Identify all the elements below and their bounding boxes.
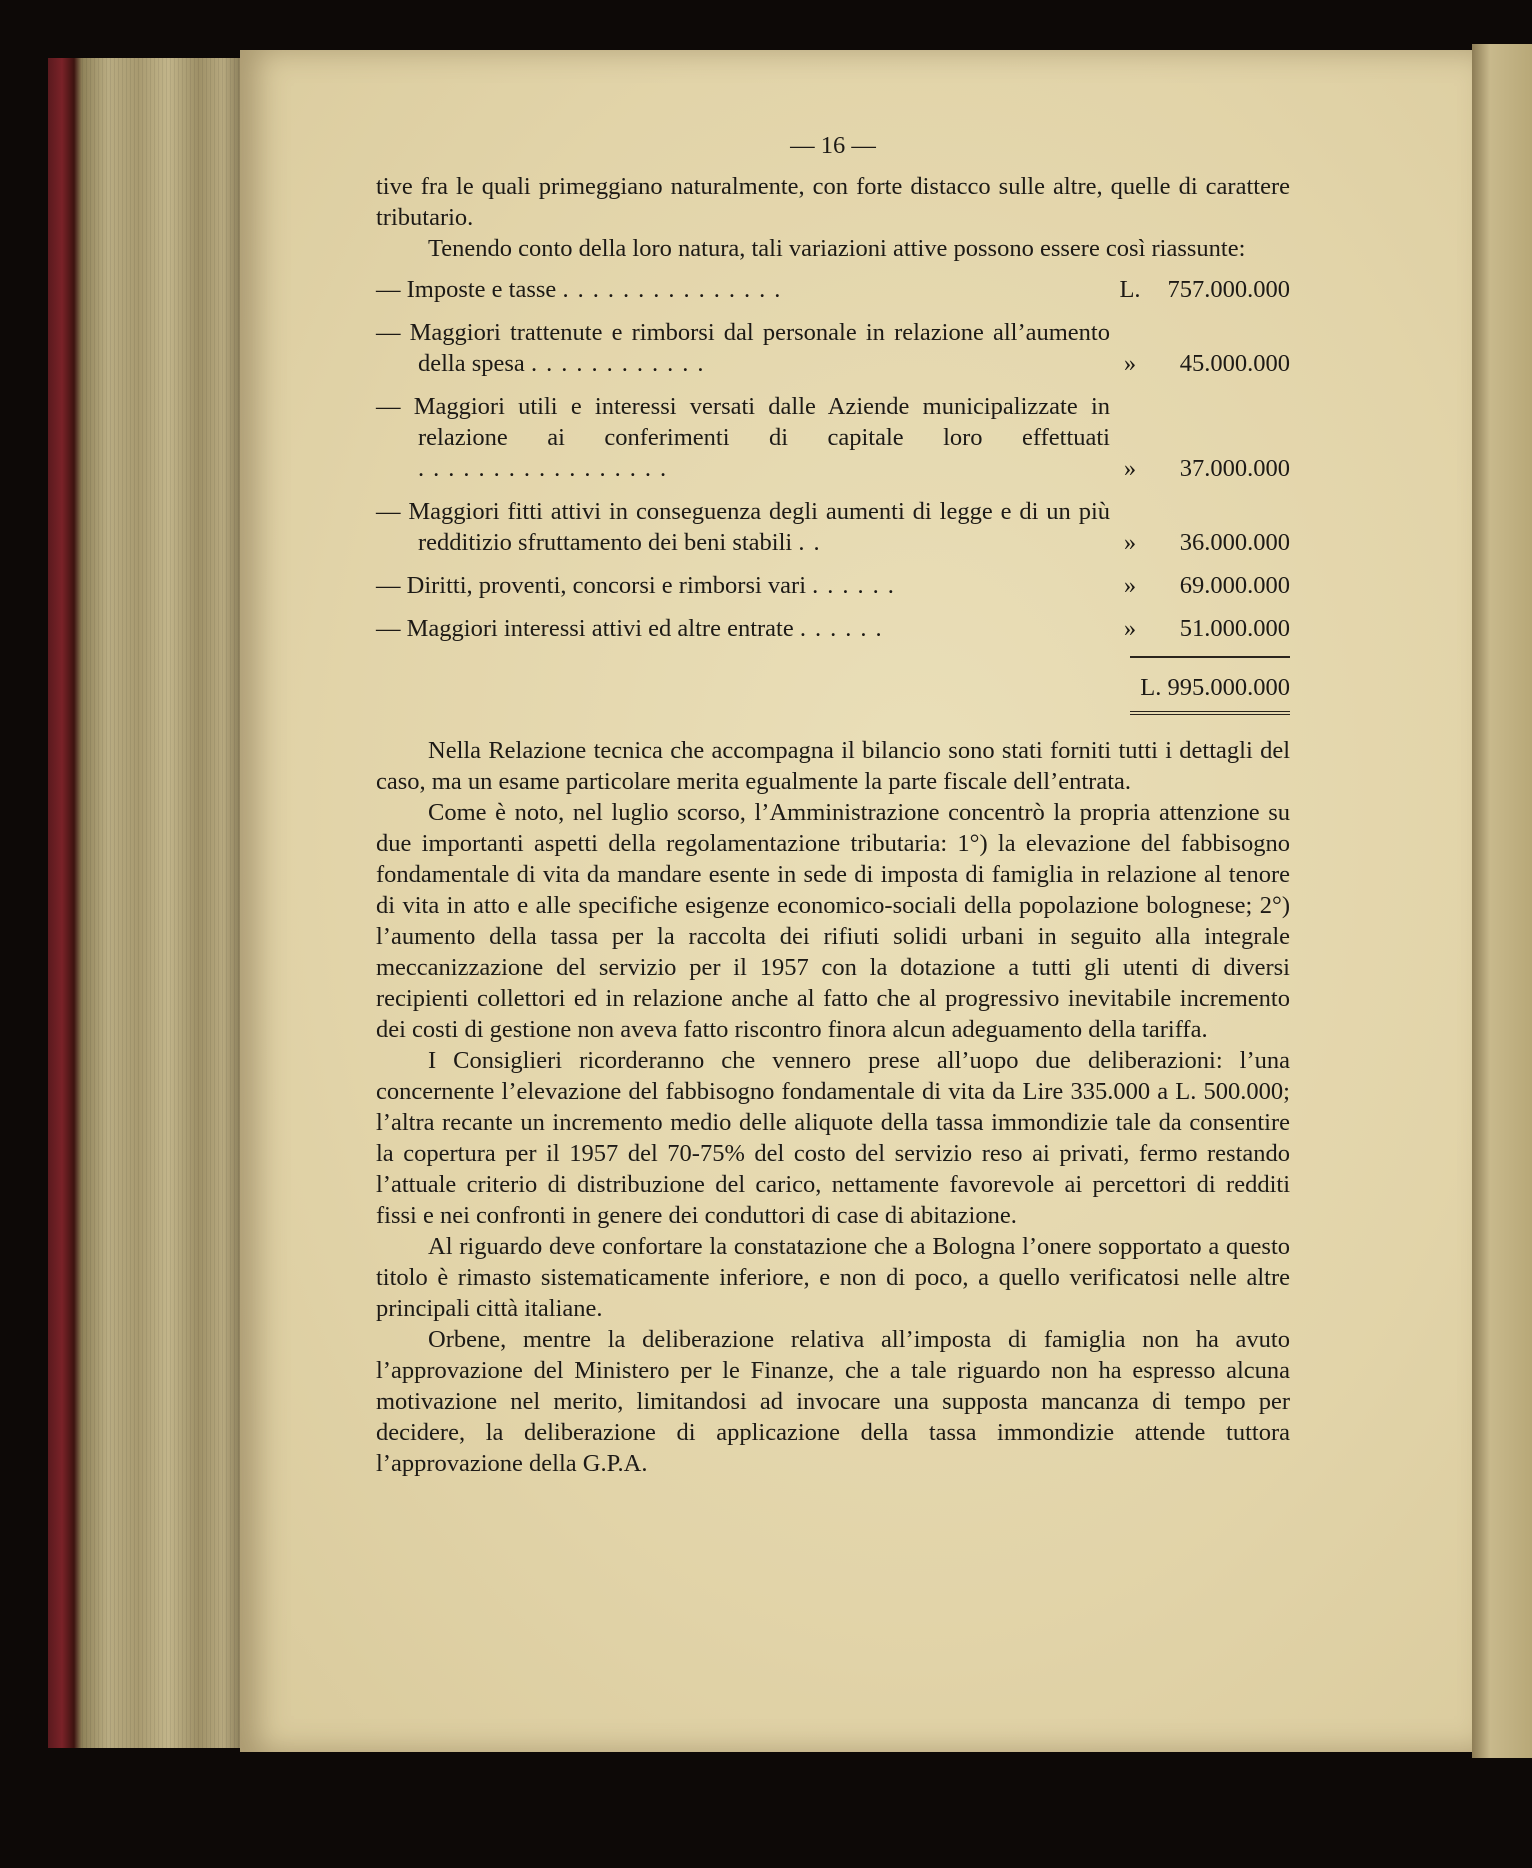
item-label: — Maggiori interessi attivi ed altre entrate: [376, 615, 794, 642]
leader-dots: .................: [418, 455, 676, 482]
facing-page-edge: [1472, 44, 1532, 1758]
intro-continuation: tive fra le quali primeggiano naturalmente, con forte distacco sulle altre, quelle di carattere tributario.: [376, 173, 1290, 231]
leader-dots: ..: [798, 529, 829, 556]
total-amount: L. 995.000.000: [1130, 656, 1290, 703]
item-amount: 45.000.000: [1179, 350, 1290, 377]
item-currency: »: [1123, 350, 1137, 377]
paragraph: Nella Relazione tecnica che accompagna il bilancio sono stati forniti tutti i dettagli del caso, ma un esame particolare merita egualmente la parte fiscale dell’entrata.: [376, 737, 1290, 795]
leader-dots: ............: [530, 350, 713, 377]
revenue-list: [376, 274, 1290, 644]
item-label: — Maggiori trattenute e rimborsi dal personale in relazione all’aumento della spesa: [376, 319, 1110, 377]
revenue-item: [376, 496, 1290, 558]
item-amount: 51.000.000: [1179, 615, 1290, 642]
total-row: [376, 656, 1290, 703]
revenue-item: [376, 570, 1290, 601]
revenue-item: [376, 391, 1290, 484]
item-currency: »: [1123, 455, 1137, 482]
page-edges: [82, 58, 248, 1748]
page-number: — 16 —: [790, 132, 876, 159]
item-label: — Diritti, proventi, concorsi e rimborsi vari: [376, 572, 807, 599]
paragraph: Orbene, mentre la deliberazione relativa all’imposta di famiglia non ha avuto l’approvazione del Ministero per le Finanze, che a tale riguardo non ha espresso alcuna motivazione nel merito, limitandosi ad invocare una supposta mancanza di tempo per decidere, la deliberazione di applicazione della tassa immondizie attende tuttora l’approvazione della G.P.A.: [376, 1326, 1290, 1477]
intro-lead: Tenendo conto della loro natura, tali variazioni attive possono essere così riassunte:: [428, 235, 1246, 262]
item-currency: L.: [1119, 276, 1141, 303]
revenue-item: [376, 613, 1290, 644]
item-currency: »: [1123, 529, 1137, 556]
revenue-item: [376, 274, 1290, 305]
item-amount: 69.000.000: [1179, 572, 1290, 599]
item-currency: »: [1123, 615, 1137, 642]
total-double-rule: [376, 703, 1290, 715]
leader-dots: ...............: [562, 276, 790, 303]
page-text: [376, 130, 1290, 1479]
item-amount: 757.000.000: [1167, 276, 1290, 303]
book-fore-edge: [48, 58, 248, 1748]
paragraph: Al riguardo deve confortare la constatazione che a Bologna l’onere sopportato a questo titolo è rimasto sistematicamente inferiore, e non di poco, a quello verificatosi nelle altre principali città italiane.: [376, 1233, 1290, 1322]
revenue-item: [376, 317, 1290, 379]
item-label: — Maggiori utili e interessi versati dalle Aziende municipalizzate in relazione ai conferimenti di capitale loro effettuati: [376, 393, 1110, 451]
item-currency: »: [1123, 572, 1137, 599]
item-label: — Imposte e tasse: [376, 276, 557, 303]
leader-dots: ......: [799, 615, 891, 642]
paragraph: I Consiglieri ricorderanno che vennero prese all’uopo due deliberazioni: l’una concernente l’elevazione del fabbisogno fondamentale di vita da Lire 335.000 a L. 500.000; l’altra recante un incremento medio delle aliquote della tassa immondizie tale da consentire la copertura per il 1957 del 70-75% del costo del servizio reso ai privati, fermo restando l’attuale criterio di distribuzione del carico, nettamente favorevole ai percettori di redditi fissi e nei confronti in genere dei conduttori di case di abitazione.: [376, 1047, 1290, 1229]
leader-dots: ......: [812, 572, 903, 599]
item-amount: 37.000.000: [1179, 455, 1290, 482]
item-amount: 36.000.000: [1179, 529, 1290, 556]
item-label: — Maggiori fitti attivi in conseguenza degli aumenti di legge e di un più redditizio sfruttamento dei beni stabili: [376, 498, 1110, 556]
paragraph: Come è noto, nel luglio scorso, l’Amministrazione concentrò la propria attenzione su due importanti aspetti della regolamentazione tributaria: 1°) la elevazione del fabbisogno fondamentale di vita da mandare esente in sede di imposta di famiglia in relazione al tenore di vita in atto e alle specifiche esigenze economico-sociali della popolazione bolognese; 2°) l’aumento della tassa per la raccolta dei rifiuti solidi urbani in seguito alla integrale meccanizzazione del servizio per il 1957 con la dotazione a tutti gli utenti di diversi recipienti collettori ed in relazione anche al fatto che al progressivo inevitabile incremento dei costi di gestione non aveva fatto riscontro finora alcun adeguamento della tariffa.: [376, 799, 1290, 1043]
